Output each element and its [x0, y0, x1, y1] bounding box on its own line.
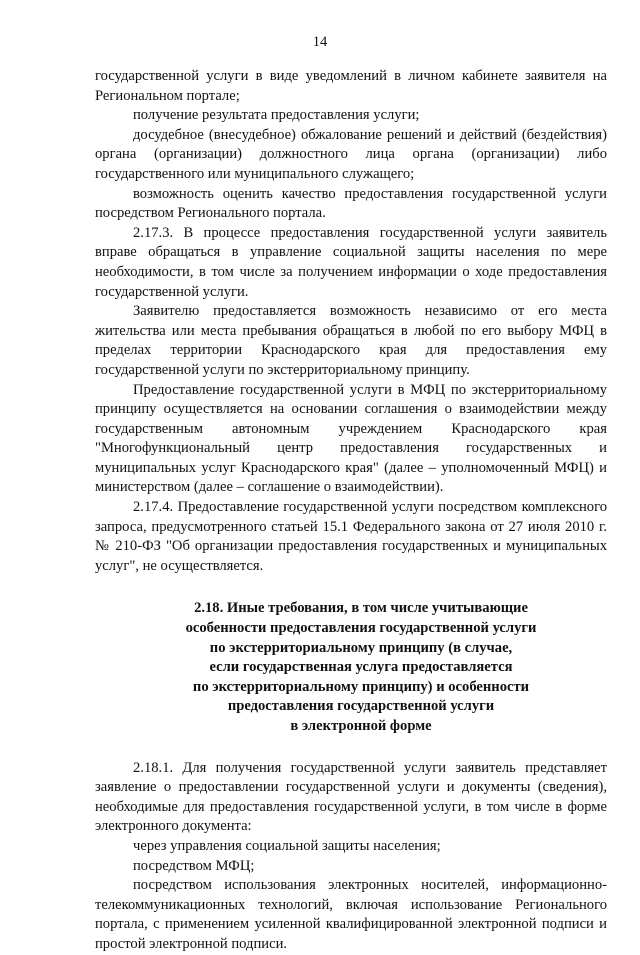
section-heading-2-18: 2.18. Иные требования, в том числе учитывающие особенности предоставления государственной услуги по экстерриториальному принципу (в случае, если государственная услуга предоставляется по экстерриториальному принципу) и особенности предоставления государственной услуги в электронной форме	[185, 600, 537, 734]
list-item-mfc: посредством МФЦ;	[133, 857, 255, 874]
list-item-electronic-media: посредством использования электронных носителей, информационно-телекоммуникационных технологий, включая использование Регионального портала, с применением усиленной квалифицированной электронной подписи и простой электронной подписи.	[95, 877, 607, 952]
paragraph-continuation: государственной услуги в виде уведомлений в личном кабинете заявителя на Региональном портале;	[95, 68, 607, 104]
paragraph-quality-rating: возможность оценить качество предоставления государственной услуги посредством Регионального портала.	[95, 185, 607, 222]
list-item-social-protection: через управления социальной защиты населения;	[133, 837, 441, 854]
paragraph-extraterritorial-possibility: Заявителю предоставляется возможность независимо от его места жительства или места пребывания обращаться в любой по его выбору МФЦ в пределах территории Краснодарского края для предоставления ему государственной услуги по экстерриториальному принципу.	[95, 303, 607, 378]
paragraph-result-receipt: получение результата предоставления услуги;	[133, 107, 420, 124]
document-body	[95, 67, 607, 955]
paragraph-2-17-3: 2.17.3. В процессе предоставления государственной услуги заявитель вправе обращаться в управление социальной защиты населения по мере необходимости, в том числе за получением информации о ходе предоставления государственной услуги.	[95, 224, 607, 300]
paragraph-appeal: досудебное (внесудебное) обжалование решений и действий (бездействия) органа (организации) должностного лица органа (организации) либо государственного или муниципального служащего;	[95, 126, 607, 182]
paragraph-2-18-1: 2.18.1. Для получения государственной услуги заявитель представляет заявление о предоставлении государственной услуги и документы (сведения), необходимые для предоставления государственной услуги, в том числе в форме электронного документа:	[95, 759, 607, 835]
paragraph-mfc-agreement: Предоставление государственной услуги в МФЦ по экстерриториальному принципу осуществляется на основании соглашения о взаимодействии между государственным автономным учреждением Краснодарского края "Многофункциональный центр предоставления государственных и муниципальных услуг Краснодарского края" (далее – уполномоченный МФЦ) и министерством (далее – соглашение о взаимодействии).	[95, 381, 607, 496]
paragraph-2-17-4: 2.17.4. Предоставление государственной услуги посредством комплексного запроса, предусмотренного статьей 15.1 Федерального закона от 27 июля 2010 г. № 210-ФЗ "Об организации предоставления государственных и муниципальных услуг", не осуществляется.	[95, 499, 607, 574]
page-number: 14	[312, 34, 328, 50]
